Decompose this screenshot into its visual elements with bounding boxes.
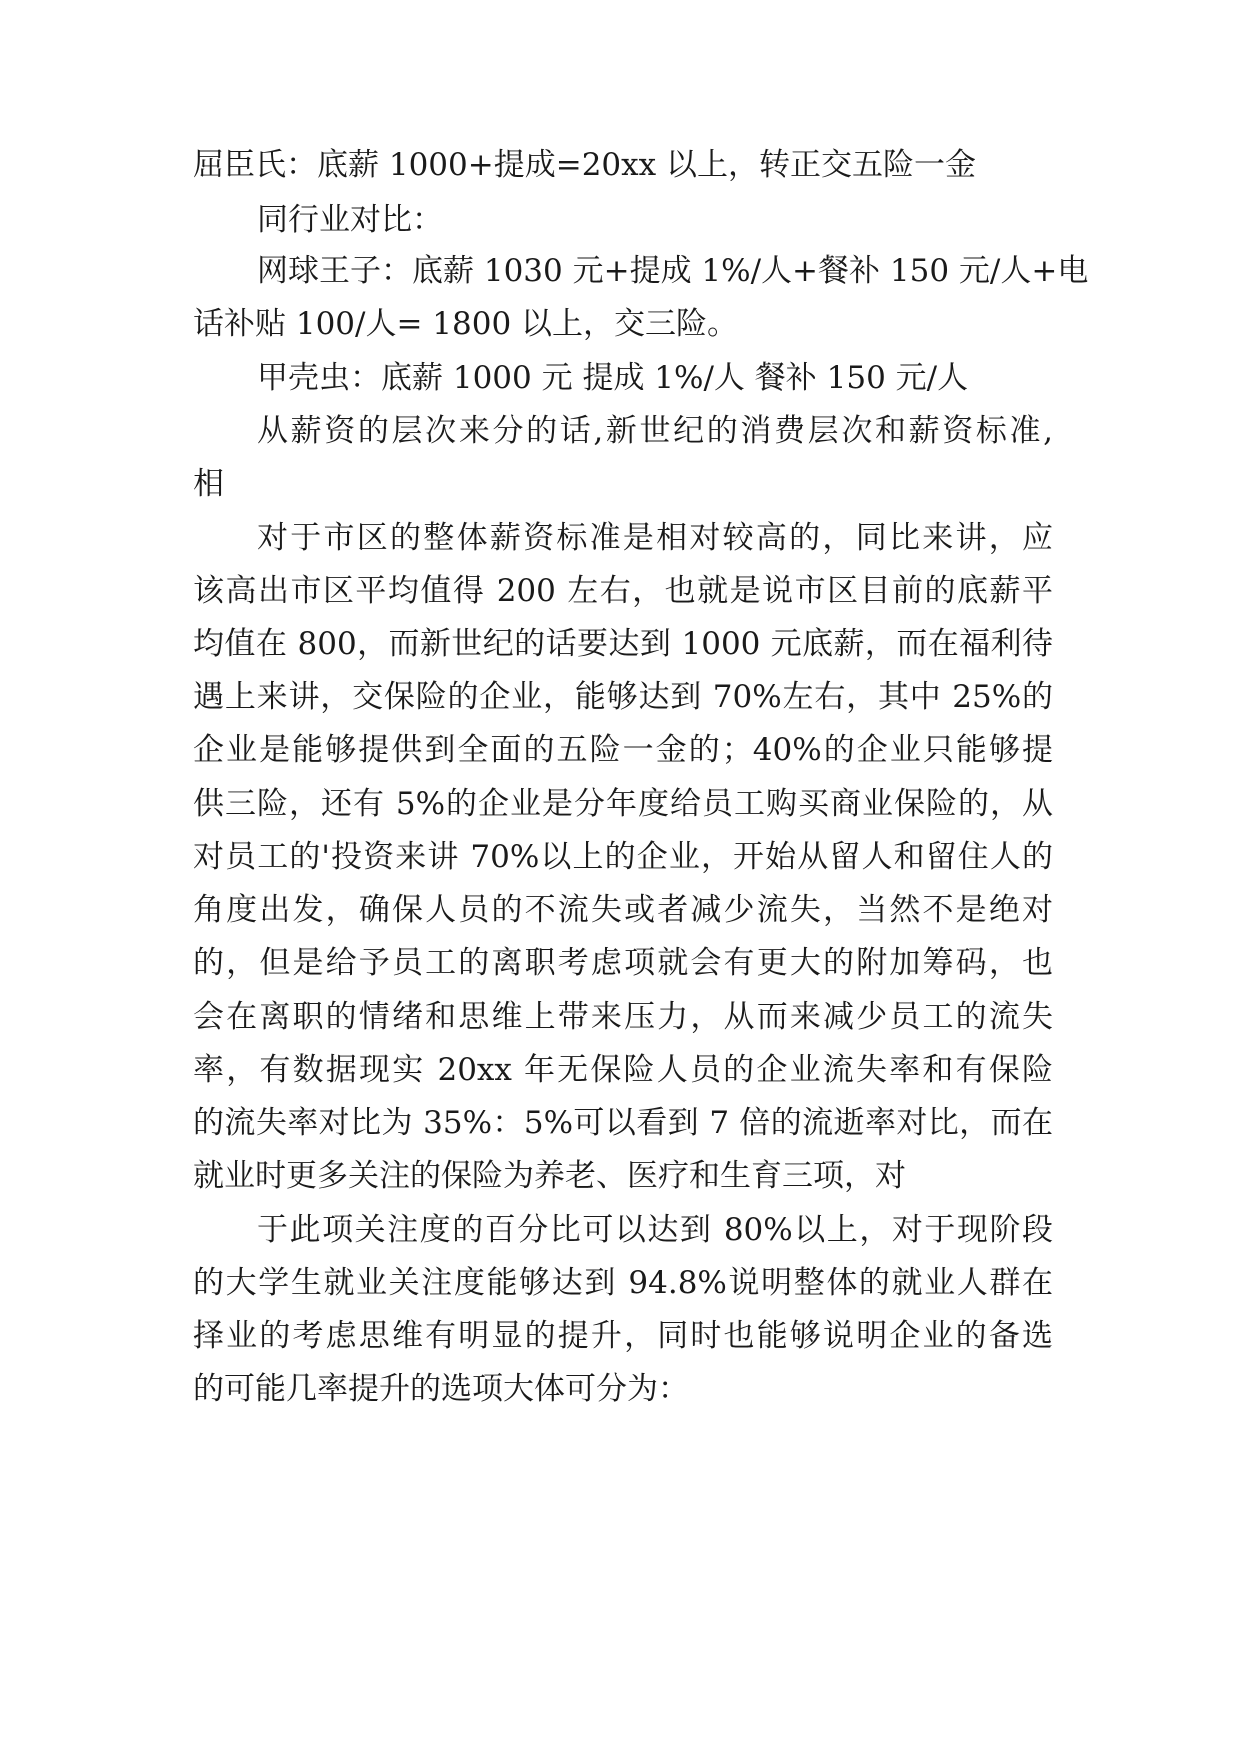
text-line-21: 于此项关注度的百分比可以达到 80%以上，对于现阶段 <box>257 1212 1053 1248</box>
text-line-7: 相 <box>193 466 224 502</box>
text-line-4: 话补贴 100/人= 1800 以上，交三险。 <box>193 306 739 342</box>
text-line-23: 择业的考虑思维有明显的提升，同时也能够说明企业的备选 <box>193 1318 1053 1354</box>
text-line-12: 企业是能够提供到全面的五险一金的；40%的企业只能够提 <box>193 732 1053 768</box>
text-line-3: 网球王子：底薪 1030 元+提成 1%/人+餐补 150 元/人+电 <box>257 253 1089 289</box>
text-line-13: 供三险，还有 5%的企业是分年度给员工购买商业保险的，从 <box>193 786 1053 822</box>
text-line-9: 该高出市区平均值得 200 左右，也就是说市区目前的底薪平 <box>193 573 1053 609</box>
text-line-24: 的可能几率提升的选项大体可分为： <box>193 1371 689 1407</box>
text-line-17: 会在离职的情绪和思维上带来压力，从而来减少员工的流失 <box>193 999 1053 1035</box>
text-line-16: 的，但是给予员工的离职考虑项就会有更大的附加筹码，也 <box>193 945 1053 981</box>
text-line-1: 屈臣氏：底薪 1000+提成=20xx 以上，转正交五险一金 <box>193 147 976 183</box>
text-line-2: 同行业对比： <box>257 202 443 238</box>
text-line-19: 的流失率对比为 35%：5%可以看到 7 倍的流逝率对比，而在 <box>193 1105 1053 1141</box>
text-line-20: 就业时更多关注的保险为养老、医疗和生育三项，对 <box>193 1158 906 1194</box>
text-line-14: 对员工的'投资来讲 70%以上的企业，开始从留人和留住人的 <box>193 839 1053 875</box>
text-line-11: 遇上来讲，交保险的企业，能够达到 70%左右，其中 25%的 <box>193 679 1053 715</box>
text-line-5: 甲壳虫：底薪 1000 元 提成 1%/人 餐补 150 元/人 <box>257 360 969 396</box>
text-line-6: 从薪资的层次来分的话,新世纪的消费层次和薪资标准, <box>257 413 1053 449</box>
text-line-8: 对于市区的整体薪资标准是相对较高的，同比来讲，应 <box>257 520 1053 556</box>
text-line-10: 均值在 800，而新世纪的话要达到 1000 元底薪，而在福利待 <box>193 626 1053 662</box>
text-line-22: 的大学生就业关注度能够达到 94.8%说明整体的就业人群在 <box>193 1265 1053 1301</box>
text-line-15: 角度出发，确保人员的不流失或者减少流失，当然不是绝对 <box>193 892 1053 928</box>
text-line-18: 率，有数据现实 20xx 年无保险人员的企业流失率和有保险 <box>193 1052 1053 1088</box>
